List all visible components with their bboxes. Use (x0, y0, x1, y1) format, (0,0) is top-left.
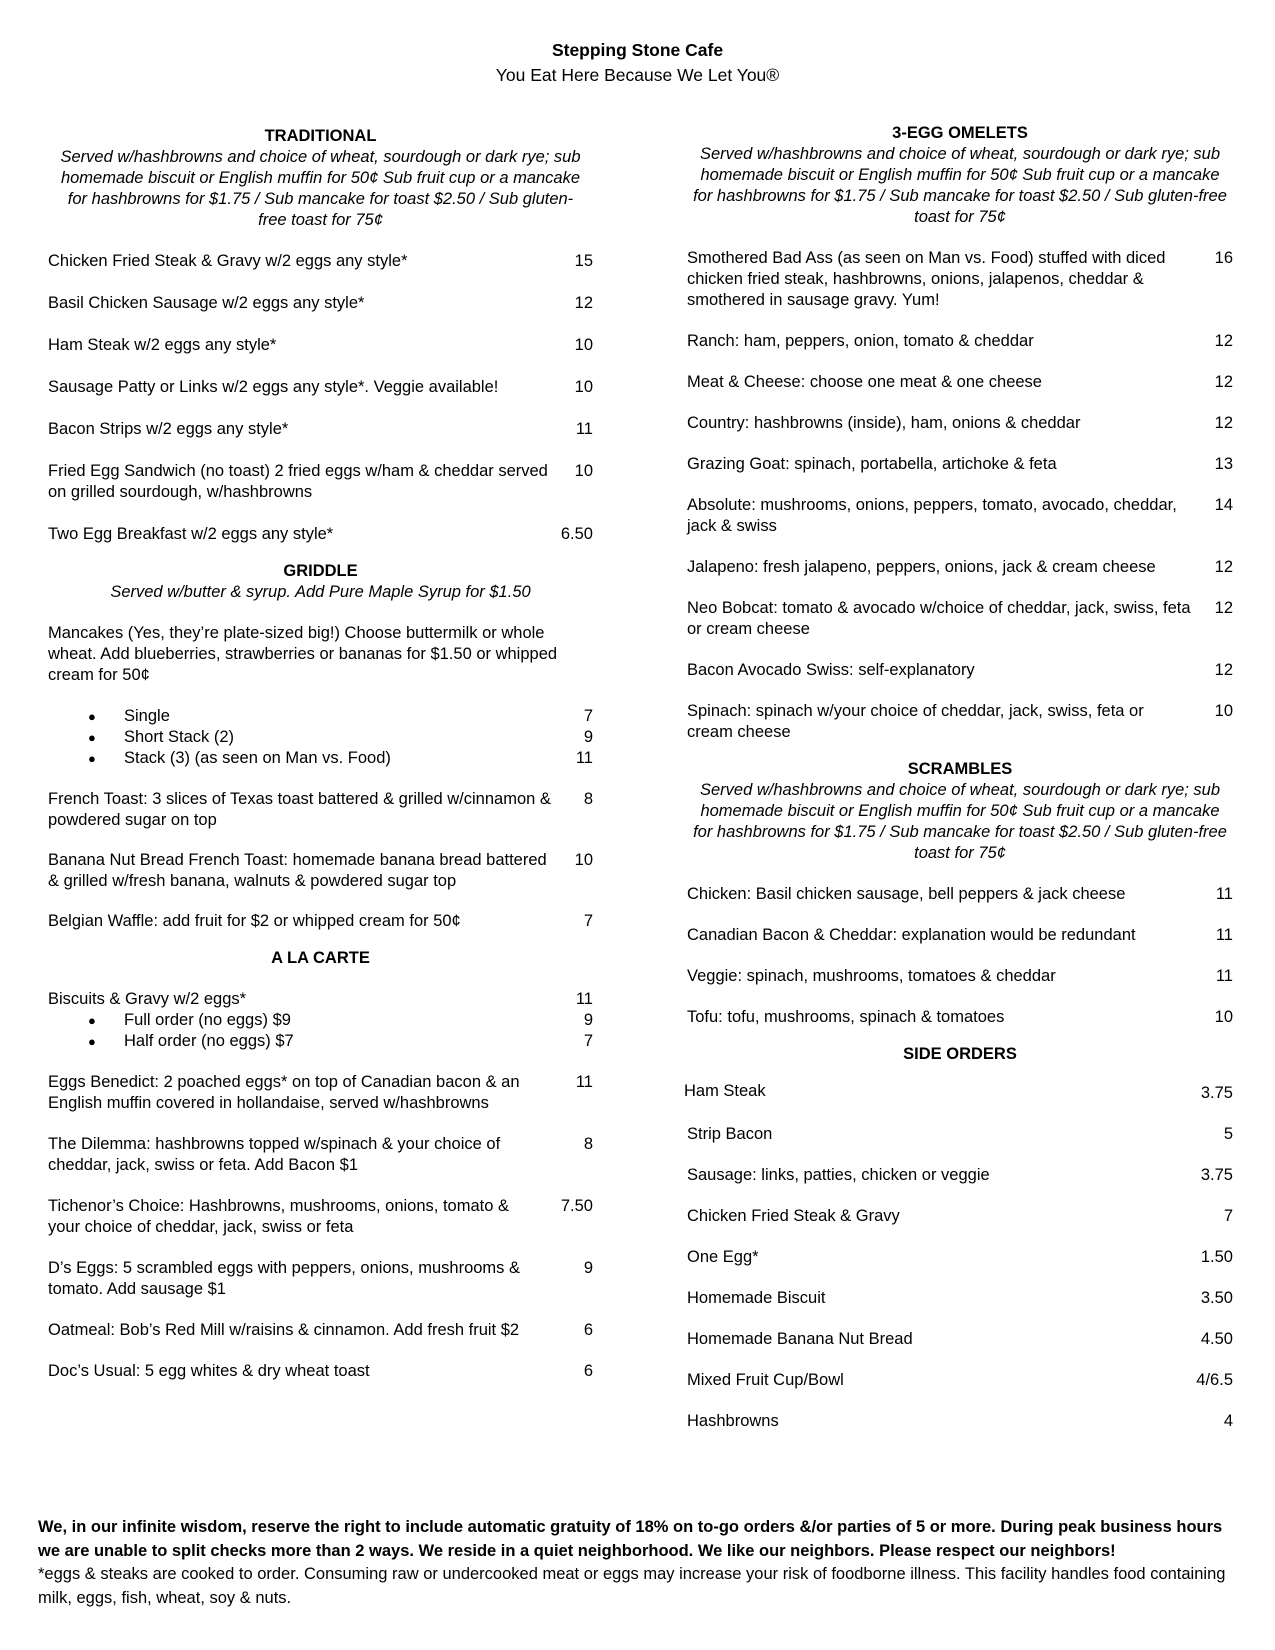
section-title-side-orders: SIDE ORDERS (903, 1045, 1017, 1063)
item-price: 11 (575, 420, 593, 438)
item-price: 5 (1223, 1125, 1233, 1143)
item-price: 11 (1215, 967, 1233, 985)
menu-item: Homemade Banana Nut Bread 4.50 (687, 1330, 1233, 1348)
item-price: 6.50 (560, 525, 593, 543)
section-note-griddle: Served w/butter & syrup. Add Pure Maple Syrup for $1.50 (110, 583, 531, 601)
item-price: 16 (1214, 249, 1233, 267)
item-price: 11 (1215, 885, 1233, 903)
section-note-scrambles: Served w/hashbrowns and choice of wheat, sourdough or dark rye; sub homemade biscuit or English muffin for 50¢ Sub fruit cup or a mancake for hashbrowns for $1.75 / Sub mancake for toast $2.50 / Sub gluten-free toast for 75¢ (693, 781, 1227, 862)
list-item: ● Half order (no eggs) $7 7 (48, 1031, 593, 1052)
list-item: ● Full order (no eggs) $9 9 (48, 1010, 593, 1031)
menu-footer (38, 1516, 1238, 1610)
menu-item: Strip Bacon 5 (687, 1125, 1233, 1143)
food-safety-disclaimer: *eggs & steaks are cooked to order. Consuming raw or undercooked meat or eggs may increase your risk of foodborne illness. This facility handles food containing milk, eggs, fish, wheat, soy & nuts. (38, 1565, 1226, 1607)
menu-item: Spinach: spinach w/your choice of cheddar, jack, swiss, feta or cream cheese 10 (687, 702, 1233, 741)
policy-notice: We, in our infinite wisdom, reserve the right to include automatic gratuity of 18% on to-go orders &/or parties of 5 or more. During peak business hours we are unable to split checks more than 2 ways. We reside in a quiet neighborhood. We like our neighbors. Please respect our neighbors! (38, 1518, 1223, 1560)
item-price: 14 (1214, 496, 1233, 514)
item-price: 11 (575, 990, 593, 1008)
section-title-omelets: 3-EGG OMELETS (892, 124, 1028, 142)
item-price: 10 (574, 851, 593, 869)
menu-item: D’s Eggs: 5 scrambled eggs with peppers, onions, mushrooms & tomato. Add sausage $1 9 (48, 1259, 593, 1298)
menu-item: Chicken: Basil chicken sausage, bell peppers & jack cheese 11 (687, 885, 1233, 903)
menu-item: Basil Chicken Sausage w/2 eggs any style* 12 (48, 294, 593, 312)
section-side-orders (684, 1044, 1233, 1432)
menu-item: Bacon Avocado Swiss: self-explanatory 12 (687, 661, 1233, 679)
item-price: 15 (574, 252, 593, 270)
menu-item: Neo Bobcat: tomato & avocado w/choice of cheddar, jack, swiss, feta or cream cheese 12 (687, 599, 1233, 638)
menu-item: Hashbrowns 4 (687, 1412, 1233, 1430)
section-scrambles (687, 759, 1233, 1028)
cafe-tagline: You Eat Here Because We Let You® (495, 65, 780, 85)
menu-item: Ham Steak w/2 eggs any style* 10 (48, 336, 593, 354)
item-price: 6 (583, 1362, 593, 1380)
menu-item: Country: hashbrowns (inside), ham, onions & cheddar 12 (687, 414, 1233, 432)
item-price: 12 (1214, 599, 1233, 617)
item-price: 3.75 (1200, 1166, 1233, 1184)
section-title-a-la-carte: A LA CARTE (271, 949, 370, 967)
menu-item: Sausage Patty or Links w/2 eggs any style*. Veggie available! 10 (48, 378, 593, 396)
menu-item: Veggie: spinach, mushrooms, tomatoes & cheddar 11 (687, 967, 1233, 985)
menu-item: Smothered Bad Ass (as seen on Man vs. Food) stuffed with diced chicken fried steak, hashbrowns, onions, jalapenos, cheddar & smothered in sausage gravy. Yum! 16 (687, 249, 1233, 309)
menu-item: Sausage: links, patties, chicken or veggie 3.75 (687, 1166, 1233, 1184)
item-price: 7.50 (560, 1197, 593, 1215)
mancake-options (48, 706, 593, 769)
menu-item: The Dilemma: hashbrowns topped w/spinach & your choice of cheddar, jack, swiss or feta. Add Bacon $1 8 (48, 1135, 593, 1174)
item-price: 12 (574, 294, 593, 312)
menu-item: Ranch: ham, peppers, onion, tomato & cheddar 12 (687, 332, 1233, 350)
menu-item: French Toast: 3 slices of Texas toast battered & grilled w/cinnamon & powdered sugar on top 8 (48, 790, 593, 829)
menu-item: Absolute: mushrooms, onions, peppers, tomato, avocado, cheddar, jack & swiss 14 (687, 496, 1233, 535)
menu-item: Chicken Fried Steak & Gravy w/2 eggs any style* 15 (48, 252, 593, 270)
item-price: 8 (583, 790, 593, 808)
item-price: 13 (1214, 455, 1233, 473)
menu-item: Oatmeal: Bob’s Red Mill w/raisins & cinnamon. Add fresh fruit $2 6 (48, 1321, 593, 1339)
item-price: 7 (583, 1032, 593, 1050)
section-a-la-carte (48, 948, 593, 1382)
menu-item: Biscuits & Gravy w/2 eggs* 11 (48, 990, 593, 1008)
menu-item: Doc’s Usual: 5 egg whites & dry wheat toast 6 (48, 1362, 593, 1380)
section-note-omelets: Served w/hashbrowns and choice of wheat, sourdough or dark rye; sub homemade biscuit or English muffin for 50¢ Sub fruit cup or a mancake for hashbrowns for $1.75 / Sub mancake for toast $2.50 / Sub gluten-free toast for 75¢ (693, 145, 1227, 226)
item-price: 7 (1223, 1207, 1233, 1225)
menu-item: Chicken Fried Steak & Gravy 7 (687, 1207, 1233, 1225)
section-note-traditional: Served w/hashbrowns and choice of wheat, sourdough or dark rye; sub homemade biscuit or English muffin for 50¢ Sub fruit cup or a mancake for hashbrowns for $1.75 / Sub mancake for toast $2.50 / Sub gluten-free toast for 75¢ (60, 148, 581, 229)
item-price: 11 (575, 749, 593, 767)
item-price: 7 (583, 912, 593, 930)
item-price: 12 (1214, 558, 1233, 576)
item-price: 10 (1214, 702, 1233, 720)
section-traditional (48, 126, 593, 545)
menu-item: Fried Egg Sandwich (no toast) 2 fried eggs w/ham & cheddar served on grilled sourdough, w/hashbrowns 10 (48, 462, 593, 501)
item-price: 9 (583, 728, 593, 746)
section-griddle (48, 561, 593, 932)
menu-item: Two Egg Breakfast w/2 eggs any style* 6.50 (48, 525, 593, 543)
menu-item: One Egg* 1.50 (687, 1248, 1233, 1266)
list-item: ● Short Stack (2) 9 (48, 727, 593, 748)
biscuit-options (48, 1010, 593, 1052)
section-title-scrambles: SCRAMBLES (907, 760, 1013, 778)
item-price: 8 (583, 1135, 593, 1153)
item-price: 9 (583, 1259, 593, 1277)
menu-item: Tichenor’s Choice: Hashbrowns, mushrooms, onions, tomato & your choice of cheddar, jack, swiss or feta 7.50 (48, 1197, 593, 1236)
item-price: 11 (1215, 926, 1233, 944)
item-price: 10 (574, 378, 593, 396)
item-price: 11 (575, 1073, 593, 1091)
item-price: 10 (574, 462, 593, 480)
right-column (684, 123, 1233, 1432)
item-price: 4 (1223, 1412, 1233, 1430)
item-price: 3.75 (1200, 1084, 1233, 1102)
item-price: 12 (1214, 661, 1233, 679)
item-price: 3.50 (1200, 1289, 1233, 1307)
cafe-name: Stepping Stone Cafe (551, 40, 724, 60)
menu-item: Bacon Strips w/2 eggs any style* 11 (48, 420, 593, 438)
item-price: 4/6.5 (1196, 1371, 1233, 1389)
menu-header (0, 38, 1275, 88)
item-price: 7 (583, 707, 593, 725)
menu-item: Belgian Waffle: add fruit for $2 or whipped cream for 50¢ 7 (48, 912, 593, 930)
menu-item: Canadian Bacon & Cheddar: explanation would be redundant 11 (687, 926, 1233, 944)
menu-item: Tofu: tofu, mushrooms, spinach & tomatoes 10 (687, 1008, 1233, 1026)
section-title-griddle: GRIDDLE (283, 562, 358, 580)
item-price: 12 (1214, 332, 1233, 350)
menu-item: Mixed Fruit Cup/Bowl 4/6.5 (687, 1371, 1233, 1389)
item-price: 12 (1214, 414, 1233, 432)
list-item: ● Stack (3) (as seen on Man vs. Food) 11 (48, 748, 593, 769)
item-price: 1.50 (1200, 1248, 1233, 1266)
menu-item-mancakes: Mancakes (Yes, they’re plate-sized big!) Choose buttermilk or whole wheat. Add blueberries, strawberries or bananas for $1.50 or whipped cream for 50¢ (48, 624, 558, 684)
item-price: 9 (583, 1011, 593, 1029)
menu-item: Eggs Benedict: 2 poached eggs* on top of Canadian bacon & an English muffin covered in hollandaise, served w/hashbrowns 11 (48, 1073, 593, 1112)
item-price: 10 (574, 336, 593, 354)
menu-item: Banana Nut Bread French Toast: homemade banana bread battered & grilled w/fresh banana, walnuts & powdered sugar top 10 (48, 851, 593, 890)
item-price: 6 (583, 1321, 593, 1339)
menu-item: Jalapeno: fresh jalapeno, peppers, onions, jack & cream cheese 12 (687, 558, 1233, 576)
item-price: 10 (1214, 1008, 1233, 1026)
item-price: 12 (1214, 373, 1233, 391)
menu-item: Homemade Biscuit 3.50 (687, 1289, 1233, 1307)
item-price: 4.50 (1200, 1330, 1233, 1348)
left-column (48, 126, 593, 1382)
menu-item: Ham Steak 3.75 (684, 1082, 1233, 1102)
menu-item: Grazing Goat: spinach, portabella, artichoke & feta 13 (687, 455, 1233, 473)
section-title-traditional: TRADITIONAL (264, 127, 377, 145)
menu-item: Meat & Cheese: choose one meat & one cheese 12 (687, 373, 1233, 391)
section-omelets (687, 123, 1233, 743)
list-item: ● Single 7 (48, 706, 593, 727)
